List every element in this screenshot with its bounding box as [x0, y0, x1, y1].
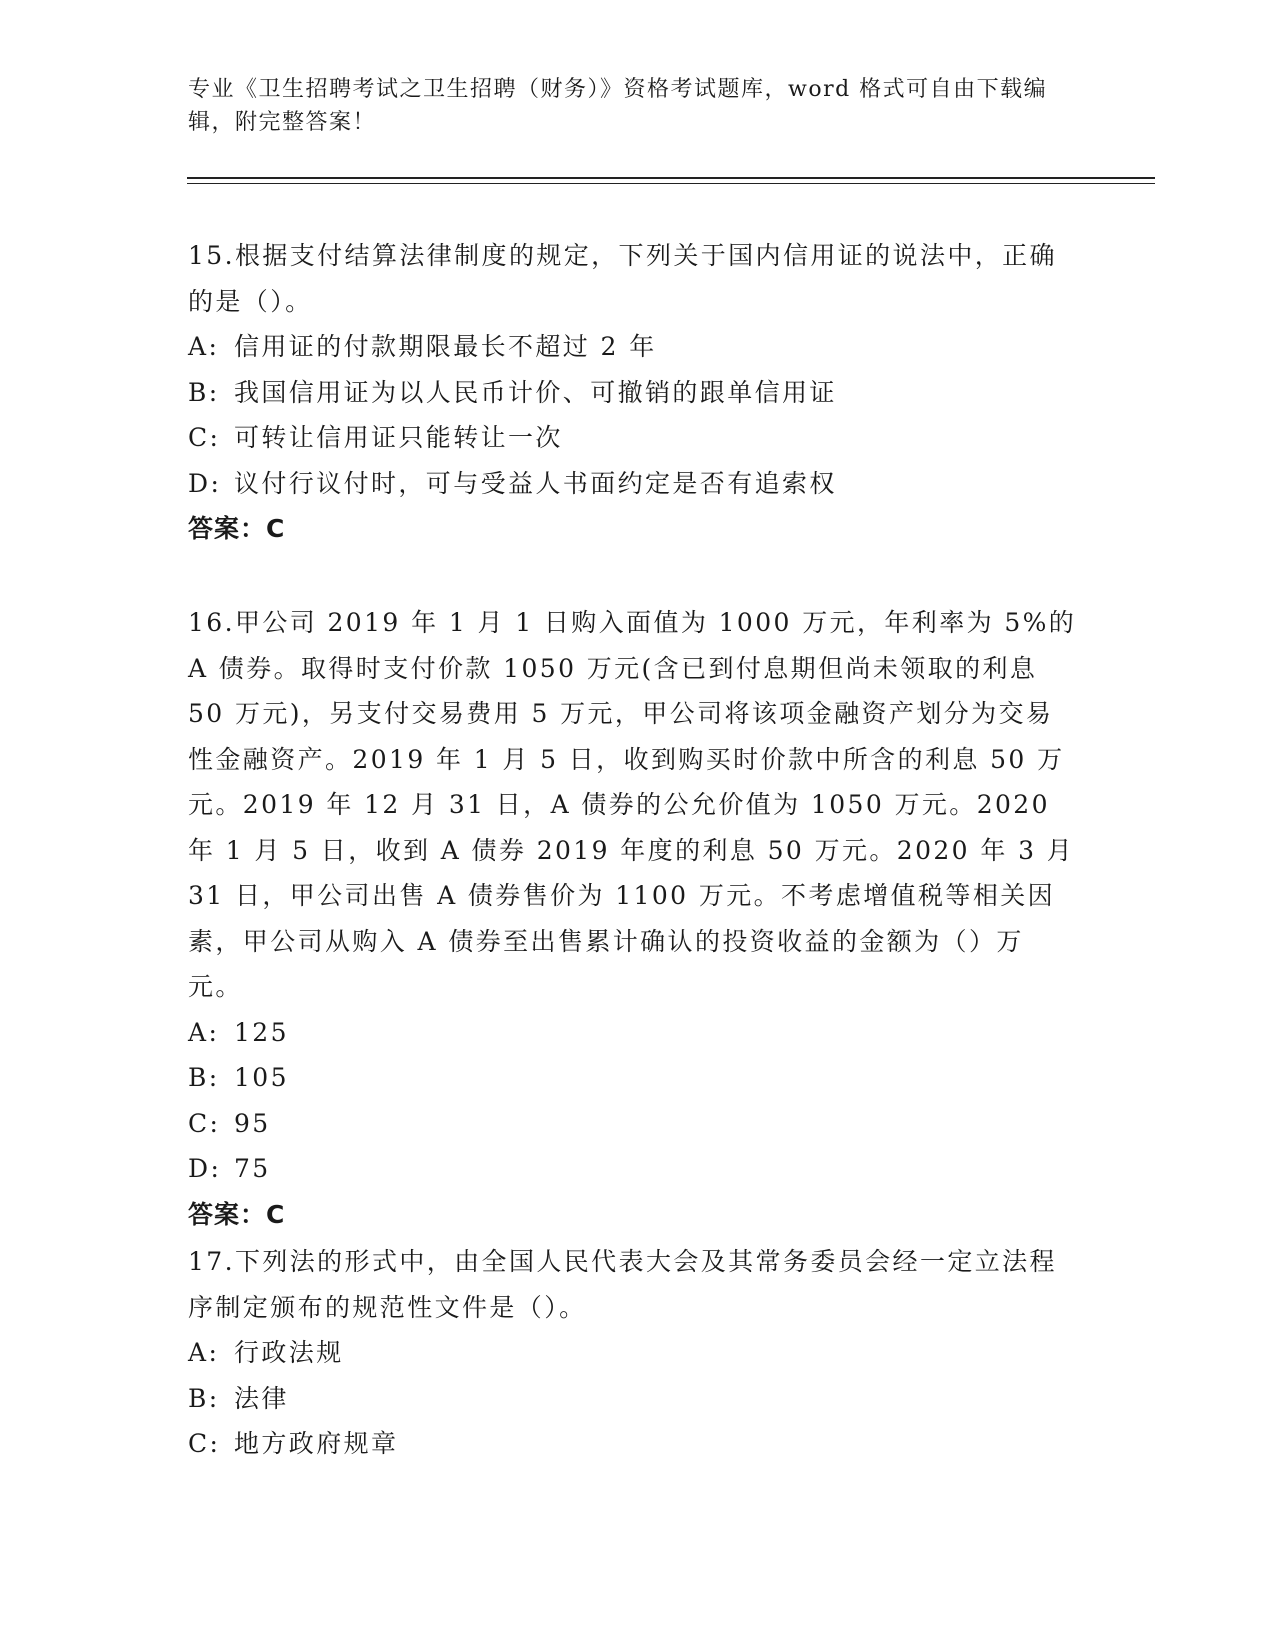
option-text: 信用证的付款期限最长不超过 2 年	[234, 332, 657, 361]
option-text: 行政法规	[234, 1338, 344, 1367]
question-16	[188, 600, 1078, 1237]
question-15	[188, 233, 1078, 552]
option-text: 105	[234, 1063, 289, 1092]
option-b	[188, 1055, 1078, 1101]
option-letter: C:	[188, 1429, 221, 1458]
option-b	[188, 370, 1078, 416]
option-text: 地方政府规章	[234, 1429, 399, 1458]
option-letter: B:	[188, 1063, 220, 1092]
option-letter: B:	[188, 1383, 220, 1413]
option-letter: A:	[188, 1338, 220, 1367]
option-a	[188, 324, 1078, 370]
option-c	[188, 1421, 1078, 1467]
option-b	[188, 1376, 1078, 1422]
option-c	[188, 1101, 1078, 1147]
option-text: 95	[234, 1108, 271, 1138]
option-text: 125	[234, 1017, 289, 1047]
option-letter: C:	[188, 423, 221, 452]
header-divider-thin	[187, 183, 1155, 184]
option-text: 法律	[234, 1383, 289, 1413]
option-a	[188, 1330, 1078, 1376]
answer-line: 答案：C	[188, 514, 286, 543]
option-text: 议付行议付时，可与受益人书面约定是否有追索权	[234, 468, 837, 498]
option-text: 可转让信用证只能转让一次	[234, 423, 563, 452]
question-stem: 15.根据支付结算法律制度的规定，下列关于国内信用证的说法中，正确的是（）。	[188, 241, 1057, 316]
option-d	[188, 1146, 1078, 1192]
option-c	[188, 415, 1078, 461]
option-letter: A:	[188, 1017, 220, 1047]
option-letter: D:	[188, 1154, 222, 1183]
document-header: 专业《卫生招聘考试之卫生招聘（财务）》资格考试题库，word 格式可自由下载编辑，附完整答案！	[188, 77, 1048, 135]
option-d	[188, 461, 1078, 507]
option-text: 我国信用证为以人民币计价、可撤销的跟单信用证	[234, 377, 837, 407]
option-text: 75	[234, 1154, 271, 1183]
option-letter: A:	[188, 332, 220, 361]
option-letter: C:	[188, 1108, 221, 1138]
option-letter: B:	[188, 377, 220, 407]
question-stem: 17.下列法的形式中，由全国人民代表大会及其常务委员会经一定立法程序制定颁布的规范性文件是（）。	[188, 1247, 1057, 1322]
question-17	[188, 1239, 1078, 1467]
option-a	[188, 1010, 1078, 1056]
option-letter: D:	[188, 468, 222, 498]
header-divider-thick	[187, 177, 1155, 179]
answer-line: 答案：C	[188, 1199, 286, 1229]
question-stem: 16.甲公司 2019 年 1 月 1 日购入面值为 1000 万元，年利率为 5%的 A 债券。取得时支付价款 1050 万元(含已到付息期但尚未领取的利息 50 万元)，另支付交易费用 5 万元，甲公司将该项金融资产划分为交易性金融资产。2019 年 1 月 5 日，收到购买时价款中所含的利息 50 万元。2019 年 12 月 31 日，A 债券的公允价值为 1050 万元。2020 年 1 月 5 日，收到 A 债券 2019 年度的利息 50 万元。2020 年 3 月 31 日，甲公司出售 A 债券售价为 1100 万元。不考虑增值税等相关因素，甲公司从购入 A 债券至出售累计确认的投资收益的金额为（）万元。	[188, 608, 1077, 1001]
